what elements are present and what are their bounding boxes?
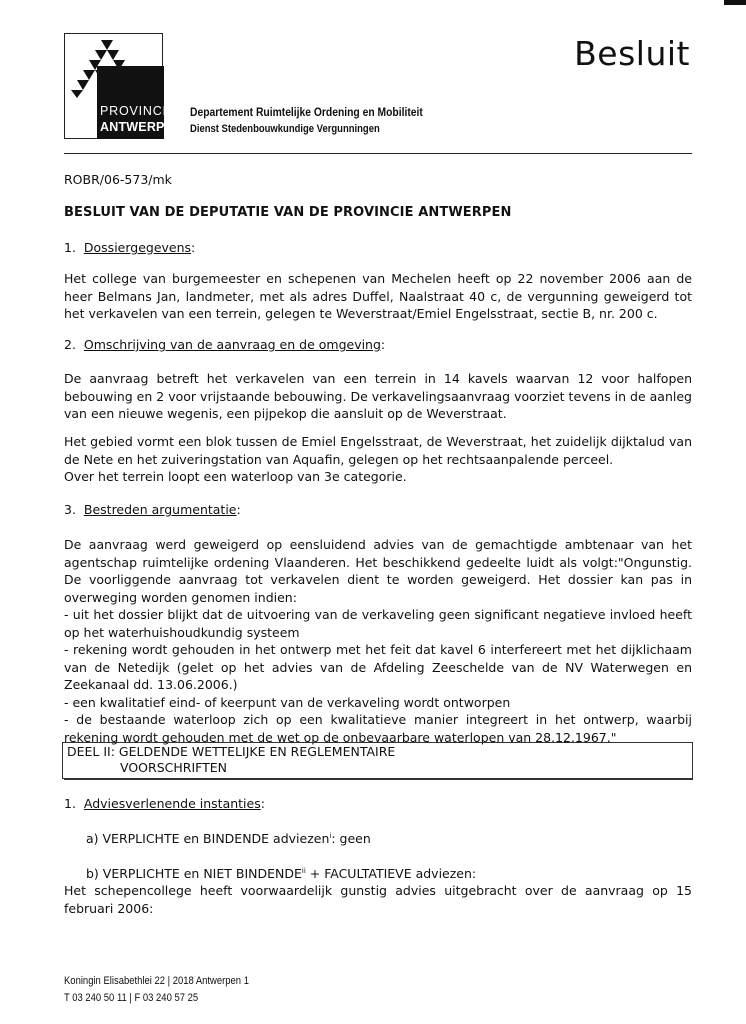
header-divider — [64, 153, 692, 154]
document-title: Besluit — [574, 34, 690, 73]
main-heading: BESLUIT VAN DE DEPUTATIE VAN DE PROVINCIE ANTWERPEN — [64, 205, 512, 220]
section-3-number: 3. — [64, 502, 76, 517]
section-3-heading — [64, 502, 241, 517]
footer-address-block — [64, 973, 279, 1007]
advies-item-a — [86, 831, 371, 846]
footer-address: Koningin Elisabethlei 22 | 2018 Antwerpen 1 — [64, 975, 249, 987]
section-3-body — [64, 536, 692, 746]
section-1-text — [64, 270, 692, 323]
section-2-text-2: Het gebied vormt een blok tussen de Emiel Engelsstraat, de Weverstraat, het zuidelijk dijktalud van de Nete en het zuiveringstation van Aquafin, gelegen op het rechtsaanpalende perceel. — [64, 434, 692, 467]
advies-text — [64, 882, 692, 917]
service-name: Dienst Stedenbouwkundige Vergunningen — [190, 123, 380, 135]
section-2-suffix: : — [380, 337, 386, 352]
section-1-paragraph: Het college van burgemeester en schepenen van Mechelen heeft op 22 november 2006 aan de heer Belmans Jan, landmeter, met als adres Duffel, Naalstraat 40 c, de vergunning geweigerd tot het verkavelen van een terrein, gelegen te Weverstraat/Emiel Engelsstraat, sectie B, nr. 200 c. — [64, 271, 692, 321]
section-3-bullet-2: - rekening wordt gehouden in het ontwerp met het feit dat kavel 6 interfereert met het dijklichaam van de Netedijk (gelet op het advies van de Afdeling Zeeschelde van de NV Waterwegen en Zeekanaal dd. 13.06.2006.) — [64, 642, 692, 692]
department-block — [190, 104, 461, 138]
logo-text — [100, 103, 183, 135]
advies-a-label: a) VERPLICHTE en BINDENDE adviezen — [86, 831, 330, 846]
section-3-title: Bestreden argumentatie — [83, 502, 237, 517]
section-3-bullet-1: - uit het dossier blijkt dat de uitvoering van de verkaveling geen significant negatieve invloed heeft op het waterhuishoudkundig systeem — [64, 607, 692, 640]
section-2-text-1: De aanvraag betreft het verkavelen van een terrein in 14 kavels waarvan 12 voor halfopen bebouwing en 2 voor vrijstaande bebouwing. De verkavelingsaanvraag voorziet tevens in de aanleg van een nieuwe wegenis, een pijpekop die aansluit op de Weverstraat. — [64, 371, 692, 421]
section-3-bullet-3: - een kwalitatief eind- of keerpunt van de verkaveling wordt ontworpen — [64, 694, 511, 710]
advies-b-footnote: ii — [301, 866, 306, 875]
section-2-paragraph-2 — [64, 433, 692, 486]
section-3-bullet-4: - de bestaande waterloop zich op een kwalitatieve manier integreert in het ontwerp, waarbij rekening wordt gehouden met de wet op de onbevaarbare waterlopen van 28.12.1967." — [64, 712, 692, 745]
advies-item-b — [86, 866, 476, 881]
section-1-heading — [64, 240, 195, 255]
logo-line-provincie: PROVINCIE — [100, 104, 176, 118]
advies-a-rest: : geen — [331, 831, 371, 846]
section-2-paragraph-1 — [64, 370, 692, 423]
section-3-intro: De aanvraag werd geweigerd op eensluidend advies van de gemachtigde ambtenaar van het agentschap ruimtelijke ordening Vlaanderen. Het beschikkend gedeelte luidt als volgt:"Ongunstig. De voorliggende aanvraag tot verkavelen dient te worden geweigerd. Het dossier kan pas in overweging worden genomen indien: — [64, 537, 692, 605]
advies-b-label: b) VERPLICHTE en NIET BINDENDE — [86, 866, 302, 881]
advies-b-rest: + FACULTATIEVE adviezen: — [305, 866, 477, 881]
advies-paragraph: Het schepencollege heeft voorwaardelijk gunstig advies uitgebracht over de aanvraag op 15 februari 2006: — [64, 883, 692, 916]
section-1-title: Dossiergegevens — [83, 240, 192, 255]
advies-title: Adviesverlenende instanties — [83, 796, 261, 811]
deel-2-heading-box — [62, 742, 693, 779]
section-2-text-3: Over het terrein loopt een waterloop van 3e categorie. — [64, 469, 407, 484]
advies-a-footnote: i — [329, 831, 332, 840]
advies-heading — [64, 796, 265, 811]
section-2-heading — [64, 337, 385, 352]
footer-phone: T 03 240 50 11 | F 03 240 57 25 — [64, 992, 199, 1004]
section-1-suffix: : — [191, 240, 196, 255]
logo-line-antwerpen: ANTWERPEN — [100, 120, 183, 134]
section-1-number: 1. — [64, 240, 76, 255]
deel-2-line-2: VOORSCHRIFTEN — [120, 760, 227, 775]
section-2-number: 2. — [64, 337, 76, 352]
reference-number: ROBR/06-573/mk — [64, 172, 172, 187]
section-3-suffix: : — [236, 502, 241, 517]
section-2-title: Omschrijving van de aanvraag en de omgeving — [83, 337, 381, 352]
department-name: Departement Ruimtelijke Ordening en Mobiliteit — [190, 105, 423, 119]
advies-suffix: : — [260, 796, 265, 811]
advies-number: 1. — [64, 796, 76, 811]
corner-mark — [724, 0, 746, 5]
deel-2-line-1: DEEL II: GELDENDE WETTELIJKE EN REGLEMENTAIRE — [67, 744, 396, 759]
